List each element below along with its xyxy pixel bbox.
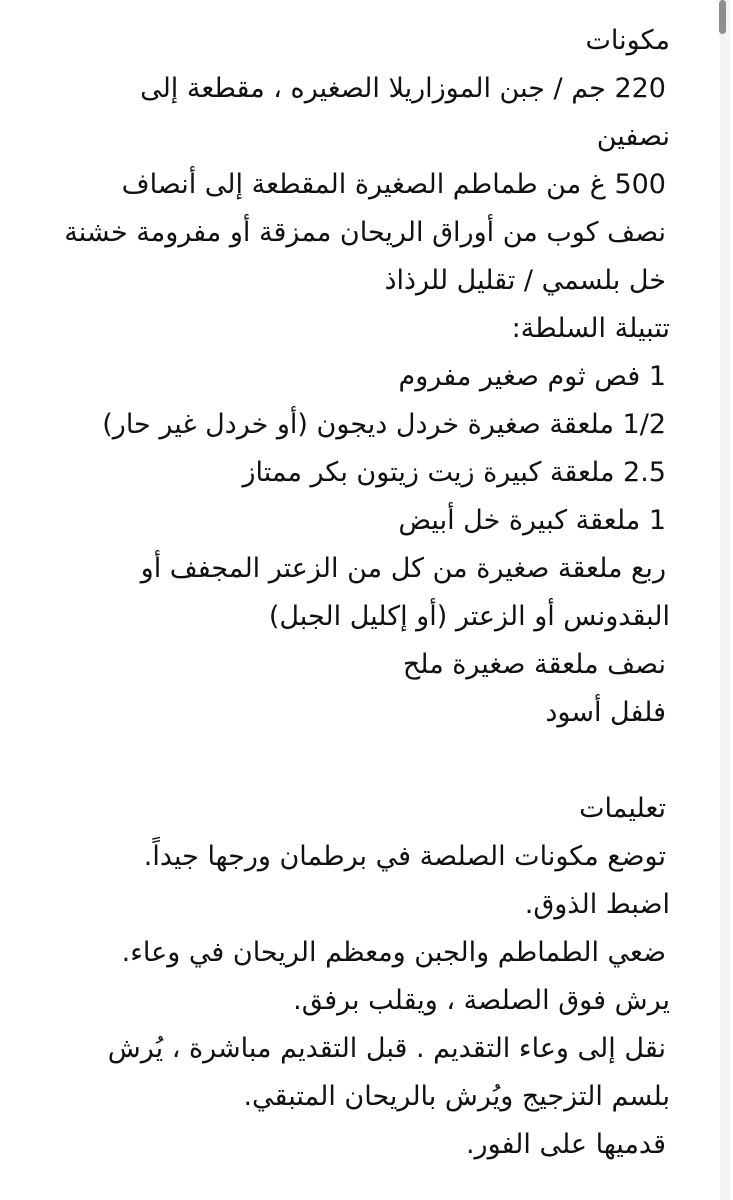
ingredient-line: نصف كوب من أوراق الريحان ممزقة أو مفرومة خشنة xyxy=(64,217,666,248)
instruction-line: قدميها على الفور. xyxy=(465,1129,666,1160)
instruction-line: توضع مكونات الصلصة في برطمان ورجها جيداً. xyxy=(143,841,666,872)
ingredient-line: 1 فص ثوم صغير مفروم xyxy=(398,361,666,392)
vertical-scrollbar[interactable] xyxy=(720,0,730,1200)
ingredients-heading: مكونات xyxy=(585,25,670,56)
ingredient-line: 220 جم / جبن الموزاريلا الصغيره ، مقطعة إلى xyxy=(140,73,666,104)
ingredient-line: ربع ملعقة صغيرة من كل من الزعتر المجفف أو xyxy=(140,553,666,584)
section-gap xyxy=(10,737,670,785)
instruction-line: يرش فوق الصلصة ، ويقلب برفق. xyxy=(293,985,670,1016)
instruction-line: اضبط الذوق. xyxy=(524,889,670,920)
scrollbar-thumb[interactable] xyxy=(719,0,726,34)
ingredient-line: فلفل أسود xyxy=(545,697,666,728)
ingredient-line: خل بلسمي / تقليل للرذاذ xyxy=(384,265,666,296)
instruction-line: بلسم التزجيج ويُرش بالريحان المتبقي. xyxy=(243,1081,670,1112)
ingredient-line: 2.5 ملعقة كبيرة زيت زيتون بكر ممتاز xyxy=(242,457,666,488)
ingredient-line: البقدونس أو الزعتر (أو إكليل الجبل) xyxy=(268,601,670,632)
instruction-line: نقل إلى وعاء التقديم . قبل التقديم مباشرة ، يُرش xyxy=(107,1033,666,1064)
ingredient-line: 1 ملعقة كبيرة خل أبيض xyxy=(398,505,666,536)
dressing-heading: تتبيلة السلطة: xyxy=(511,313,670,344)
instructions-heading: تعليمات xyxy=(579,793,666,824)
ingredient-line: 1/2 ملعقة صغيرة خردل ديجون (أو خردل غير حار) xyxy=(102,409,666,440)
ingredient-line: نصفين xyxy=(596,121,670,152)
ingredient-line: 500 غ من طماطم الصغيرة المقطعة إلى أنصاف xyxy=(121,169,666,200)
ingredient-line: نصف ملعقة صغيرة ملح xyxy=(402,649,666,680)
instruction-line: ضعي الطماطم والجبن ومعظم الريحان في وعاء. xyxy=(121,937,666,968)
recipe-text xyxy=(10,17,670,1169)
